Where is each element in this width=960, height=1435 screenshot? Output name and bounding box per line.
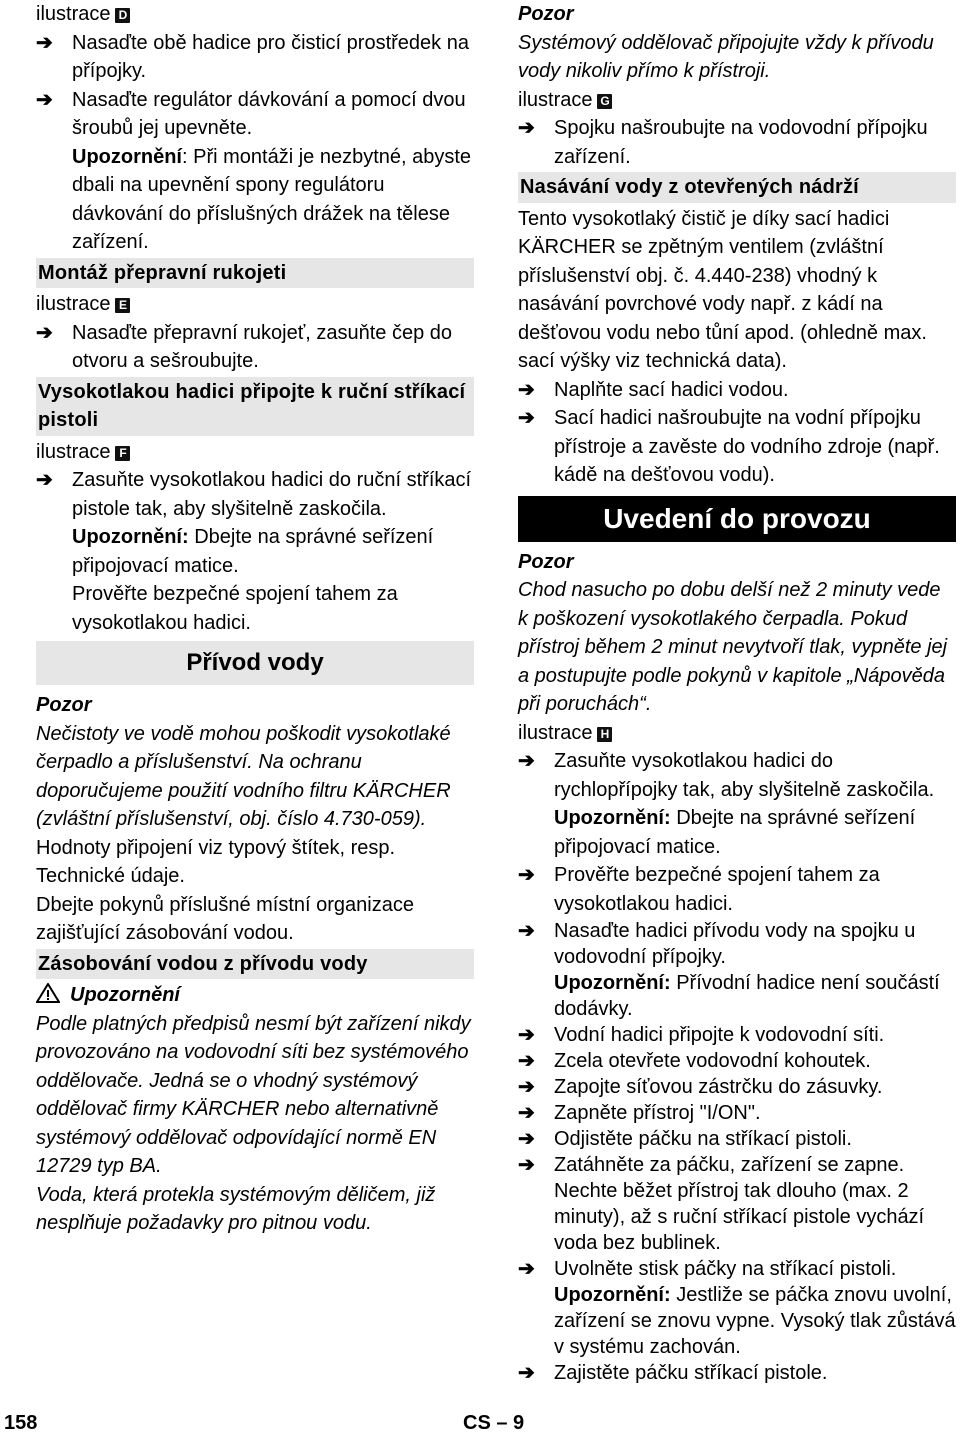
list-item: ➔ Nasaďte regulátor dávkování a pomocí dvou šroubů jej upevněte. bbox=[36, 86, 474, 143]
arrow-right-icon: ➔ bbox=[518, 864, 535, 886]
caution-label: Pozor bbox=[518, 3, 574, 25]
arrow-right-icon: ➔ bbox=[518, 1050, 535, 1072]
list-item: ➔ Uvolněte stisk páčky na stříkací pistoli. bbox=[518, 1258, 897, 1280]
warning-triangle-icon bbox=[36, 983, 60, 1003]
list-item: ➔ Spojku našroubujte na vodovodní přípojku zařízení. bbox=[518, 114, 956, 171]
footer-section: CS – 9 bbox=[463, 1412, 525, 1434]
illustration-ref-e: ilustrace E bbox=[36, 290, 474, 319]
paragraph: Dbejte pokynů příslušné místní organizace zajišťující zásobování vodou. bbox=[36, 893, 414, 944]
arrow-right-icon: ➔ bbox=[518, 117, 535, 139]
list-item: ➔ Zatáhněte za páčku, zařízení se zapne. bbox=[518, 1154, 905, 1176]
warning-text: Voda, která protekla systémovým děličem, již nesplňuje požadavky pro pitnou vodu. bbox=[36, 1183, 436, 1234]
badge-d: D bbox=[115, 8, 130, 23]
arrow-right-icon: ➔ bbox=[518, 1258, 535, 1280]
caution-label: Pozor bbox=[36, 694, 92, 716]
note: Upozornění: Při montáži je nezbytné, abyste dbali na upevnění spony regulátoru dávkování do příslušných drážek na tělese zařízení. bbox=[72, 145, 472, 253]
caution-text: Chod nasucho po dobu delší než 2 minuty vede k poškození vysokotlakého čerpadla. Pokud přístroj během 2 minut nevytvoří tlak, vypněte jej a postupujte podle pokynů v kapitole „Nápověda při poruchách“. bbox=[518, 579, 948, 715]
list-item: ➔ Prověřte bezpečné spojení tahem za vysokotlakou hadici. bbox=[518, 861, 956, 918]
arrow-right-icon: ➔ bbox=[518, 1076, 535, 1098]
illustration-ref-h: ilustrace H bbox=[518, 719, 956, 748]
caution-text: Nečistoty ve vodě mohou poškodit vysokotlaké čerpadlo a příslušenství. Na ochranu doporučujeme použití vodního filtru KÄRCHER (zvláštní příslušenství, obj. číslo 4.730-059). bbox=[36, 722, 451, 830]
illustration-ref-f: ilustrace F bbox=[36, 438, 474, 467]
caution-text: Systémový oddělovač připojujte vždy k přívodu vody nikoliv přímo k přístroji. bbox=[518, 31, 934, 82]
left-column bbox=[36, 0, 474, 1238]
list-item: ➔ Zapněte přístroj "I/ON". bbox=[518, 1102, 761, 1124]
list-item: ➔ Nasaďte obě hadice pro čisticí prostředek na přípojky. bbox=[36, 29, 474, 86]
badge-h: H bbox=[597, 727, 612, 742]
list-item: ➔ Sací hadici našroubujte na vodní přípojku přístroje a zavěste do vodního zdroje (např. kádě na dešťovou vodu). bbox=[518, 404, 956, 490]
arrow-right-icon: ➔ bbox=[518, 1362, 535, 1384]
note-extra: Nechte běžet přístroj tak dlouho (max. 2 minuty), až s ruční stříkací pistole vychází voda bez bublinek. bbox=[554, 1180, 925, 1254]
list-item: ➔ Naplňte sací hadici vodou. bbox=[518, 376, 956, 405]
note-extra: Prověřte bezpečné spojení tahem za vysokotlakou hadici. bbox=[72, 583, 398, 634]
section-heading-nasavani: Nasávání vody z otevřených nádrží bbox=[518, 172, 956, 203]
arrow-right-icon: ➔ bbox=[518, 378, 535, 401]
illustration-ref-g: ilustrace G bbox=[518, 86, 956, 115]
note: Upozornění: Jestliže se páčka znovu uvolní, zařízení se znovu vypne. Vysoký tlak zůstává v systému zachován. bbox=[554, 1284, 956, 1358]
caution-label: Pozor bbox=[518, 550, 574, 573]
note: Upozornění: Přívodní hadice není součástí dodávky. bbox=[554, 972, 940, 1020]
list-item: ➔ Odjistěte páčku na stříkací pistoli. bbox=[518, 1128, 852, 1150]
section-heading-uvedeni: Uvedení do provozu bbox=[518, 496, 956, 542]
section-heading-vysokotlaka: Vysokotlakou hadici připojte k ruční stříkací pistoli bbox=[36, 377, 474, 436]
arrow-right-icon: ➔ bbox=[36, 88, 53, 111]
paragraph: Tento vysokotlaký čistič je díky sací hadici KÄRCHER se zpětným ventilem (zvláštní příslušenství obj. č. 4.440-238) vhodný k nasávání povrchové vody např. z kádí na dešťovou vodu nebo tůní apod. (ohledně max. sací výšky viz technická data). bbox=[518, 207, 927, 372]
list-item: ➔ Zapojte síťovou zástrčku do zásuvky. bbox=[518, 1076, 883, 1098]
section-heading-montaz: Montáž přepravní rukojeti bbox=[36, 258, 474, 289]
badge-g: G bbox=[597, 94, 612, 109]
arrow-right-icon: ➔ bbox=[518, 750, 535, 772]
arrow-right-icon: ➔ bbox=[518, 1024, 535, 1046]
list-item: ➔ Zasuňte vysokotlakou hadici do rychlopřípojky tak, aby slyšitelně zaskočila. bbox=[518, 747, 956, 804]
list-item: ➔ Vodní hadici připojte k vodovodní síti. bbox=[518, 1024, 885, 1046]
right-column bbox=[518, 0, 956, 1386]
list-item: ➔ Nasaďte hadici přívodu vody na spojku u vodovodní přípojky. bbox=[518, 920, 916, 968]
section-heading-zasobovani: Zásobování vodou z přívodu vody bbox=[36, 949, 474, 980]
list-item: ➔ Nasaďte přepravní rukojeť, zasuňte čep do otvoru a sešroubujte. bbox=[36, 319, 474, 376]
warning-text: Podle platných předpisů nesmí být zařízení nikdy provozováno na vodovodní síti bez systémového oddělovače. Jedná se o vhodný systémový oddělovač firmy KÄRCHER nebo alternativně systémový oddělovač odpovídající normě EN 12729 typ BA. bbox=[36, 1012, 471, 1177]
badge-f: F bbox=[115, 446, 130, 461]
paragraph: Hodnoty připojení viz typový štítek, resp. Technické údaje. bbox=[36, 836, 396, 887]
arrow-right-icon: ➔ bbox=[518, 407, 535, 429]
list-item: ➔ Zcela otevřete vodovodní kohoutek. bbox=[518, 1050, 871, 1072]
page-number: 158 bbox=[4, 1412, 38, 1434]
list-item: ➔ Zasuňte vysokotlakou hadici do ruční stříkací pistole tak, aby slyšitelně zaskočila. bbox=[36, 466, 474, 523]
arrow-right-icon: ➔ bbox=[518, 1154, 535, 1176]
arrow-right-icon: ➔ bbox=[518, 1102, 535, 1124]
illustration-ref-d: ilustrace D bbox=[36, 0, 474, 29]
arrow-right-icon: ➔ bbox=[36, 31, 53, 54]
section-heading-privod: Přívod vody bbox=[36, 641, 474, 685]
badge-e: E bbox=[115, 298, 130, 313]
list-item: ➔ Zajistěte páčku stříkací pistole. bbox=[518, 1362, 828, 1384]
arrow-right-icon: ➔ bbox=[518, 1128, 535, 1150]
warning-label: Upozornění bbox=[36, 981, 474, 1010]
arrow-right-icon: ➔ bbox=[518, 920, 535, 942]
arrow-right-icon: ➔ bbox=[36, 469, 53, 491]
note: Upozornění: Dbejte na správné seřízení připojovací matice. bbox=[72, 526, 434, 577]
arrow-right-icon: ➔ bbox=[36, 321, 53, 344]
note: Upozornění: Dbejte na správné seřízení připojovací matice. bbox=[554, 807, 916, 858]
